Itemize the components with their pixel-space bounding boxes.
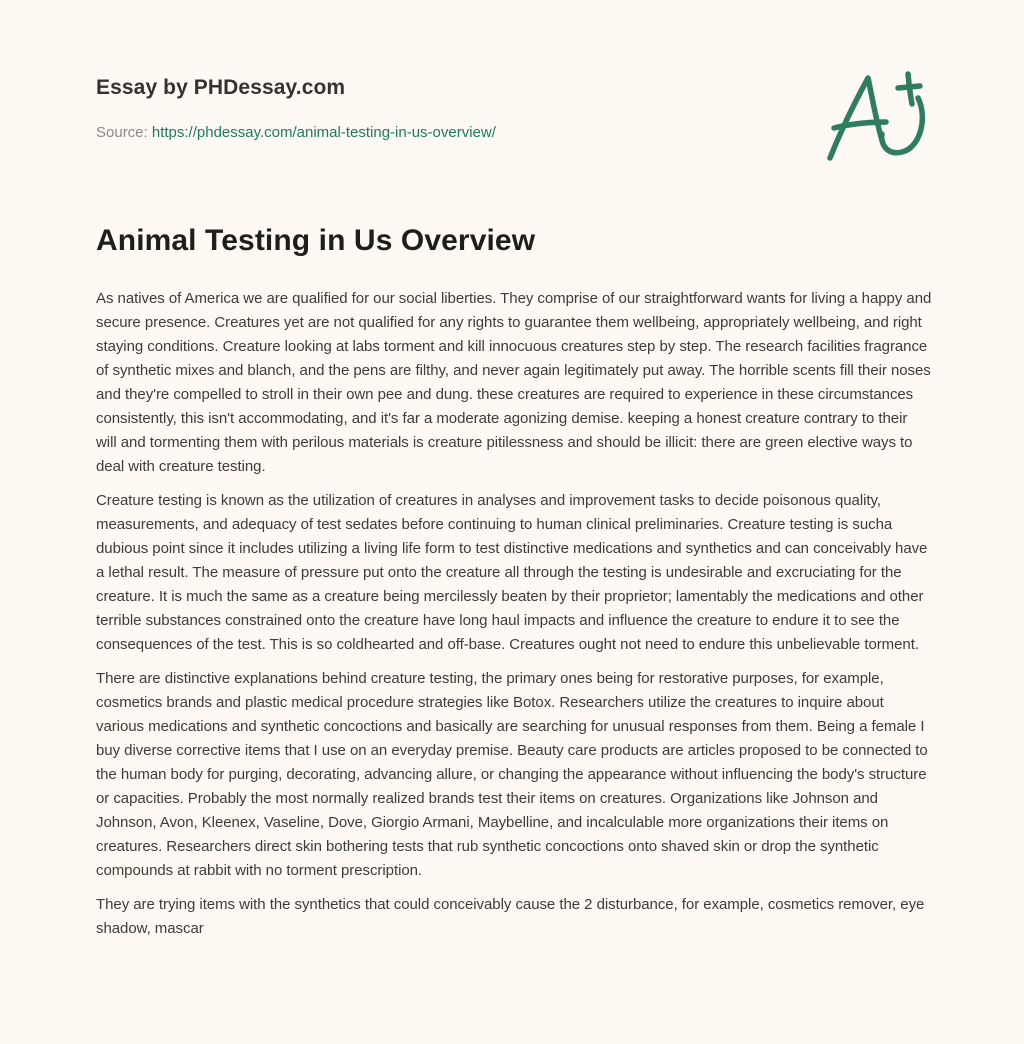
paragraph: As natives of America we are qualified for our social liberties. They comprise of our straightforward wants for living a happy and secure presence. Creatures yet are not qualified for any rights to guarantee them wellbeing, appropriately wellbeing, and right staying conditions. Creature looking at labs torment and kill innocuous creatures step by step. The research facilities fragrance of synthetic mixes and blanch, and the pens are filthy, and never again legitimately put away. The horrible scents fill their noses and they're compelled to stroll in their own pee and dung. these creatures are required to experience in these circumstances consistently, this isn't accommodating, and it's far a moderate agonizing demise. keeping a honest creature contrary to their will and tormenting them with perilous materials is creature pitilessness and should be illicit: there are green elective ways to deal with creature testing.	[96, 290, 932, 475]
source-link[interactable]: https://phdessay.com/animal-testing-in-us-overview/	[151, 124, 496, 141]
a-plus-grade-icon	[820, 66, 930, 166]
page-header	[96, 0, 928, 200]
brand-title: Essay by PHDessay.com	[96, 76, 346, 99]
paragraph: Creature testing is known as the utilization of creatures in analyses and improvement tasks to decide poisonous quality, measurements, and adequacy of test sedates before continuing to human clinical preliminaries. Creature testing is sucha dubious point since it includes utilizing a living life form to test distinctive medications and synthetics and can conceivably have a lethal result. The measure of pressure put onto the creature all through the testing is undesirable and excruciating for the creature. It is much the same as a creature being mercilessly beaten by their proprietor; lamentably the medications and other terrible substances constrained onto the creature have long haul impacts and influence the creature to endure it to see the consequences of the test. This is so coldhearted and off-base. Creatures ought not need to endure this unbelievable torment.	[96, 492, 928, 653]
essay-page	[96, 0, 932, 937]
article-title: Animal Testing in Us Overview	[96, 224, 536, 257]
article-body	[96, 287, 932, 951]
paragraph: They are trying items with the synthetics that could conceivably cause the 2 disturbance, for example, cosmetics remover, eye shadow, mascar	[96, 896, 925, 937]
paragraph: There are distinctive explanations behind creature testing, the primary ones being for restorative purposes, for example, cosmetics brands and plastic medical procedure strategies like Botox. Researchers utilize the creatures to inquire about various medications and synthetic concoctions and basically are searching for unusual responses from them. Being a female I buy diverse corrective items that I use on an everyday premise. Beauty care products are articles proposed to be connected to the human body for purging, decorating, advancing allure, or changing the appearance without influencing the body's structure or capacities. Probably the most normally realized brands test their items on creatures. Organizations like Johnson and Johnson, Avon, Kleenex, Vaseline, Dove, Giorgio Armani, Maybelline, and incalculable more organizations their items on creatures. Researchers direct skin bothering tests that rub synthetic concoctions onto shaved skin or drop the synthetic compounds at rabbit with no torment prescription.	[96, 670, 928, 879]
source-label: Source:	[96, 124, 152, 141]
source-line	[96, 124, 496, 141]
